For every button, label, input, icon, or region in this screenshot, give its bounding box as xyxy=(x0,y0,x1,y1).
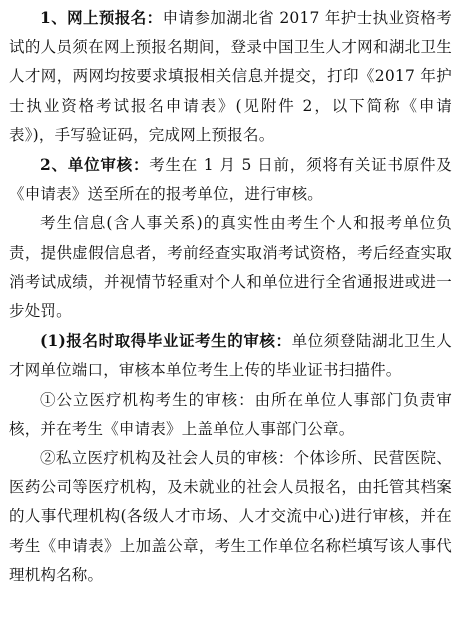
subsection-1-text: 单位须登陆湖北卫生人才网单位端口，审核本单位考生上传的毕业证书扫描件。 xyxy=(9,332,452,380)
subsection-1-paragraph xyxy=(9,326,452,385)
item-1-paragraph: ①公立医疗机构考生的审核：由所在单位人事部门负责审核，并在考生《申请表》上盖单位人事部门公章。 xyxy=(9,390,452,438)
responsibility-paragraph: 考生信息(含人事关系)的真实性由考生个人和报考单位负责，提供虚假信息者，考前经查实取消考试资格，考后经查实取消考试成绩，并视情节轻重对个人和单位进行全省通报进或进一步处罚。 xyxy=(9,214,452,321)
section-1-text: 申请参加湖北省 2017 年护士执业资格考试的人员须在网上预报名期间，登录中国卫生人才网和湖北卫生人才网，两网均按要求填报相关信息并提交，打印《2017 年护士执业资格考试报名申请表》(见附件 2，以下简称《申请表》)，手写验证码，完成网上预报名。 xyxy=(9,9,452,144)
section-1-heading: 1、网上预报名： xyxy=(40,8,163,27)
subsection-1-heading: (1)报名时取得毕业证考生的审核： xyxy=(40,331,292,351)
section-2-text: 考生在 1 月 5 日前，须将有关证书原件及《申请表》送至所在的报考单位，进行审核。 xyxy=(9,156,452,204)
section-2-paragraph xyxy=(9,150,452,209)
item-2-paragraph: ②私立医疗机构及社会人员的审核：个体诊所、民营医院、医药公司等医疗机构，及未就业的社会人员报名，由托管其档案的人事代理机构(各级人才市场、人才交流中心)进行审核，并在考生《申请表》上加盖公章，考生工作单位名称栏填写该人事代理机构名称。 xyxy=(9,449,452,584)
section-2-heading: 2、单位审核： xyxy=(40,155,150,175)
section-1-paragraph xyxy=(9,0,452,150)
